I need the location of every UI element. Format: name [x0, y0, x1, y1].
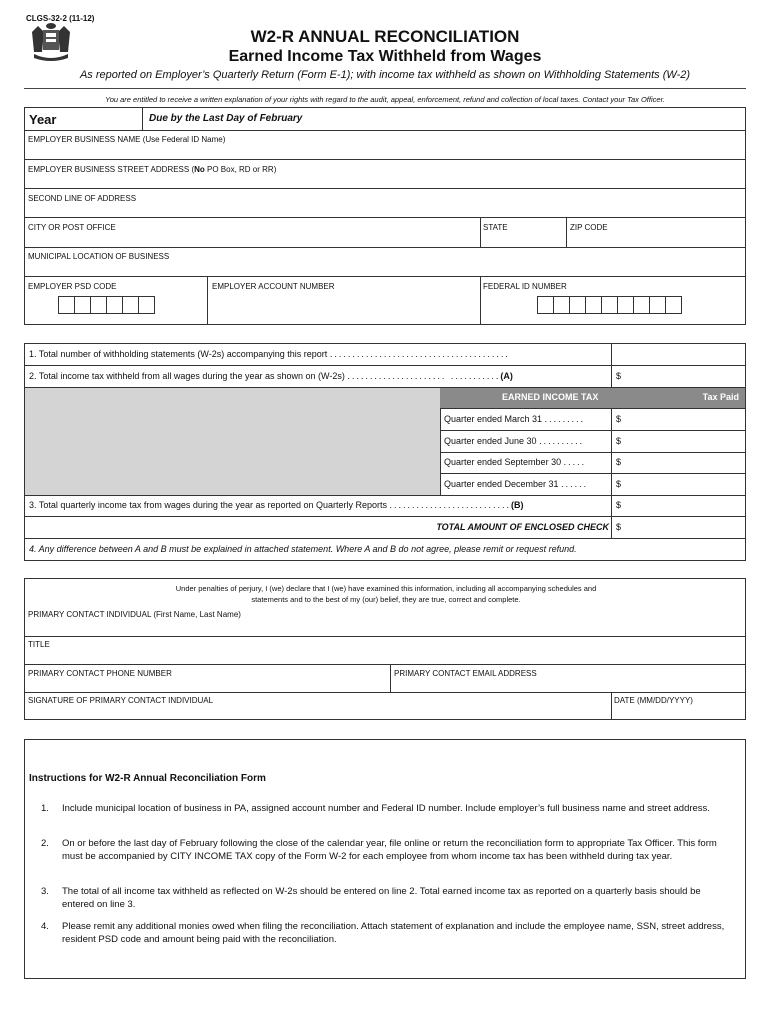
city-field[interactable] — [28, 232, 476, 245]
municipal-location-field[interactable] — [28, 261, 742, 274]
tax-paid-header: Tax Paid — [702, 392, 739, 402]
quarter-row: Quarter ended June 30 .......... — [444, 436, 585, 446]
header-divider — [24, 88, 746, 89]
currency-symbol: $ — [616, 371, 622, 381]
total-check-field[interactable] — [625, 519, 741, 535]
due-date-label: Due by the Last Day of February — [149, 113, 303, 124]
email-field[interactable] — [394, 678, 742, 691]
declaration-section — [24, 578, 746, 720]
rights-notice: You are entitled to receive a written explanation of your rights with regard to the audit, appeal, enforcement, refund and collection of local taxes. Contact your Tax Officer. — [105, 95, 665, 104]
perjury-statement: Under penalties of perjury, I (we) declare that I (we) have examined this information, including all accompanying schedules and statements and to the best of my (our) belief, they are true, correct and complete. — [175, 584, 597, 604]
employer-info-section — [24, 107, 746, 325]
business-name-field[interactable] — [28, 145, 742, 158]
psd-code-label: EMPLOYER PSD CODE — [28, 282, 117, 291]
quarter-december-field[interactable] — [625, 476, 741, 492]
reconciliation-section — [24, 343, 746, 561]
instruction-number: 1. — [41, 803, 49, 814]
quarter-march-field[interactable] — [625, 411, 741, 427]
quarter-september-field[interactable] — [625, 454, 741, 470]
currency-symbol: $ — [616, 479, 622, 489]
instruction-item: Include municipal location of business in PA, assigned account number and Federal ID number. Include employer’s full business name and street address. — [62, 803, 710, 814]
state-field[interactable] — [483, 232, 563, 245]
date-field[interactable] — [614, 706, 742, 719]
instructions-section — [24, 739, 746, 979]
second-line-field[interactable] — [28, 203, 742, 216]
street-address-field[interactable] — [28, 174, 742, 187]
currency-symbol: $ — [616, 522, 622, 532]
state-label: STATE — [483, 223, 508, 232]
contact-name-label: PRIMARY CONTACT INDIVIDUAL (First Name, Last Name) — [28, 610, 241, 619]
signature-field[interactable] — [28, 706, 606, 719]
line-4: 4. Any difference between A and B must be explained in attached statement. Where A and B do not agree, please remit or request refund. — [29, 544, 577, 554]
quarter-row: Quarter ended September 30 ..... — [444, 457, 587, 467]
year-header-field[interactable] — [370, 111, 740, 128]
account-number-field[interactable] — [212, 294, 474, 320]
form-title: W2-R ANNUAL RECONCILIATION — [250, 27, 520, 46]
instruction-number: 2. — [41, 838, 49, 849]
total-withheld-field[interactable] — [625, 368, 741, 384]
currency-symbol: $ — [616, 436, 622, 446]
total-check-label: TOTAL AMOUNT OF ENCLOSED CHECK — [436, 522, 609, 532]
eit-header: EARNED INCOME TAX — [502, 392, 599, 402]
city-label: CITY OR POST OFFICE — [28, 223, 116, 232]
email-label: PRIMARY CONTACT EMAIL ADDRESS — [394, 669, 537, 678]
business-name-label: EMPLOYER BUSINESS NAME (Use Federal ID Name) — [28, 135, 226, 144]
street-address-label: EMPLOYER BUSINESS STREET ADDRESS (No PO Box, RD or RR) — [28, 165, 277, 174]
currency-symbol: $ — [616, 500, 622, 510]
year-field[interactable] — [70, 112, 136, 128]
federal-id-label: FEDERAL ID NUMBER — [483, 282, 567, 291]
quarter-row: Quarter ended December 31 ...... — [444, 479, 589, 489]
federal-id-field[interactable] — [537, 296, 681, 314]
instruction-item: The total of all income tax withheld as reflected on W-2s should be entered on line 2. Total earned income tax as reported on a quarterly basis should be entered on line 3. — [62, 886, 701, 910]
instruction-number: 3. — [41, 886, 49, 897]
quarterly-total-field[interactable] — [625, 497, 741, 513]
form-subtitle: Earned Income Tax Withheld from Wages — [228, 48, 542, 65]
w2-count-field[interactable] — [615, 347, 741, 363]
title-field[interactable] — [28, 649, 742, 662]
line-2: 2. Total income tax withheld from all wages during the year as shown on (W-2s) ...................... ...........(A) — [29, 371, 513, 381]
instruction-number: 4. — [41, 921, 49, 932]
quarter-row: Quarter ended March 31 ......... — [444, 414, 586, 424]
municipal-location-label: MUNICIPAL LOCATION OF BUSINESS — [28, 252, 170, 261]
phone-label: PRIMARY CONTACT PHONE NUMBER — [28, 669, 172, 678]
reported-as-note: As reported on Employer’s Quarterly Return (Form E-1); with income tax withheld as shown on Withholding Statements (W-2) — [79, 69, 691, 81]
instruction-item: Please remit any additional monies owed when filing the reconciliation. Attach statement of explanation and include the employee name, SSN, street address, resident PSD code and amount being paid with the reconciliation. — [62, 921, 725, 945]
line-1: 1. Total number of withholding statements (W-2s) accompanying this report ........................................ — [29, 349, 510, 359]
account-number-label: EMPLOYER ACCOUNT NUMBER — [212, 282, 335, 291]
title-label: TITLE — [28, 640, 50, 649]
currency-symbol: $ — [616, 457, 622, 467]
instructions-title: Instructions for W2-R Annual Reconciliation Form — [29, 773, 266, 784]
signature-label: SIGNATURE OF PRIMARY CONTACT INDIVIDUAL — [28, 696, 214, 705]
instruction-item: On or before the last day of February following the close of the calendar year, file online or return the reconciliation form to appropriate Tax Officer. This form must be accompanied by CITY INCOME TAX copy of the Form W-2 for each employee from whom income tax has been withheld during tax year. — [62, 838, 717, 862]
second-line-label: SECOND LINE OF ADDRESS — [28, 194, 137, 203]
currency-symbol: $ — [616, 414, 622, 424]
zip-label: ZIP CODE — [570, 223, 608, 232]
contact-name-field[interactable] — [28, 620, 742, 634]
zip-field[interactable] — [570, 232, 740, 245]
form-id: CLGS-32-2 (11-12) — [26, 14, 95, 23]
psd-code-field[interactable] — [58, 296, 154, 314]
line-3: 3. Total quarterly income tax from wages during the year as reported on Quarterly Reports ...........................(B) — [29, 500, 524, 510]
date-label: DATE (MM/DD/YYYY) — [614, 696, 693, 705]
year-label: Year — [29, 112, 57, 127]
phone-field[interactable] — [28, 678, 386, 691]
quarter-june-field[interactable] — [625, 433, 741, 449]
